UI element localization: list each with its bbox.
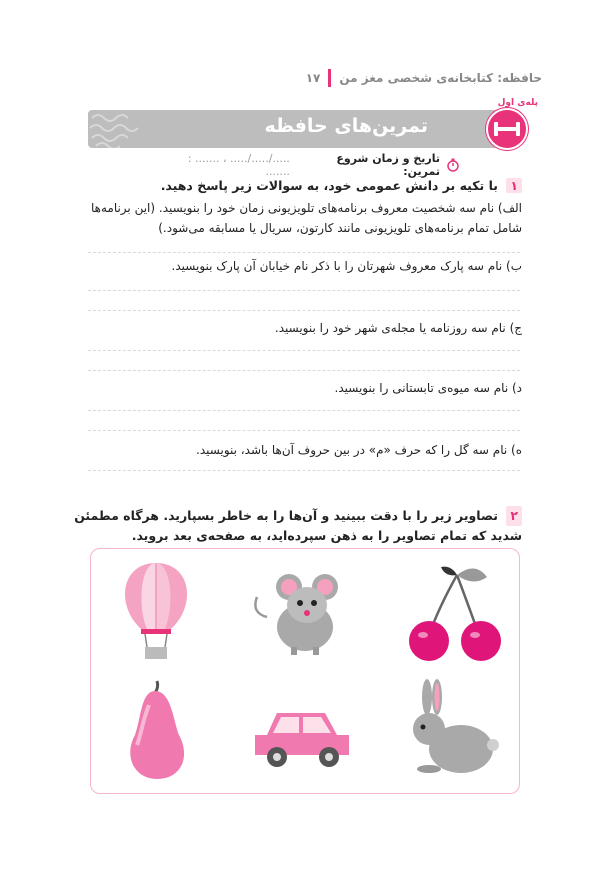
q1-b-text: ب) نام سه پارک معروف شهرتان را با ذکر نام خیابان آن پارک بنویسید. bbox=[171, 259, 522, 273]
date-row bbox=[160, 152, 460, 178]
q1-d-text: د) نام سه میوه‌ی تابستانی را بنویسید. bbox=[334, 381, 522, 395]
answer-line[interactable] bbox=[88, 290, 520, 291]
q1-e-text: ه) نام سه گل را که حرف «م» در بین حروف آن‌ها باشد، بنویسید. bbox=[196, 443, 522, 457]
q1-number: ۱ bbox=[506, 178, 522, 193]
date-placeholder[interactable]: ...../...../..... ، ....... : ....... bbox=[187, 152, 290, 178]
answer-line[interactable] bbox=[88, 430, 520, 431]
q1-title-row bbox=[72, 178, 522, 193]
hot-air-balloon-image bbox=[101, 557, 211, 667]
answer-line[interactable] bbox=[88, 350, 520, 351]
pear-image bbox=[101, 675, 211, 785]
step-label: پله‌ی اول bbox=[497, 98, 538, 108]
brain-pattern-icon bbox=[88, 110, 150, 148]
answer-line[interactable] bbox=[88, 470, 520, 471]
cherry-image bbox=[399, 557, 509, 667]
section-badge bbox=[486, 108, 528, 150]
answer-line[interactable] bbox=[88, 410, 520, 411]
stopwatch-icon bbox=[446, 158, 460, 172]
answer-line[interactable] bbox=[88, 370, 520, 371]
rabbit-image bbox=[399, 675, 509, 785]
q1-a-text: الف) نام سه شخصیت معروف برنامه‌های تلویزیونی زمان خود را بنویسید. (این برنامه‌ها شامل تمام برنامه‌های تلویزیونی مانند کارتون، سریال یا مسابقه می‌شود.) bbox=[90, 201, 522, 235]
mouse-image bbox=[247, 557, 357, 667]
q2-row bbox=[72, 506, 522, 546]
q1-title: با تکیه بر دانش عمومی خود، به سوالات زیر پاسخ دهید. bbox=[160, 178, 498, 193]
header-title: حافظه: کتابخانه‌ی شخصی مغز من bbox=[339, 71, 542, 85]
q1-c-text: ج) نام سه روزنامه یا مجله‌ی شهر خود را بنویسید. bbox=[274, 321, 522, 335]
image-box bbox=[90, 548, 520, 794]
date-label: تاریخ و زمان شروع تمرین: bbox=[336, 152, 441, 178]
section-banner bbox=[88, 110, 520, 148]
header-divider bbox=[328, 69, 331, 87]
section-title: تمرین‌های حافظه bbox=[264, 115, 428, 137]
page-header bbox=[282, 66, 542, 90]
answer-line[interactable] bbox=[88, 310, 520, 311]
car-image bbox=[247, 675, 357, 785]
answer-line[interactable] bbox=[88, 252, 520, 253]
dumbbell-icon bbox=[488, 110, 526, 148]
q2-number: ۲ bbox=[506, 506, 522, 526]
q2-text: تصاویر زیر را با دقت ببینید و آن‌ها را به خاطر بسپارید. هرگاه مطمئن شدید که تمام تصاویر را به ذهن سپرده‌اید، به صفحه‌ی بعد بروید. bbox=[74, 508, 522, 543]
page-number: ۱۷ bbox=[305, 71, 321, 85]
